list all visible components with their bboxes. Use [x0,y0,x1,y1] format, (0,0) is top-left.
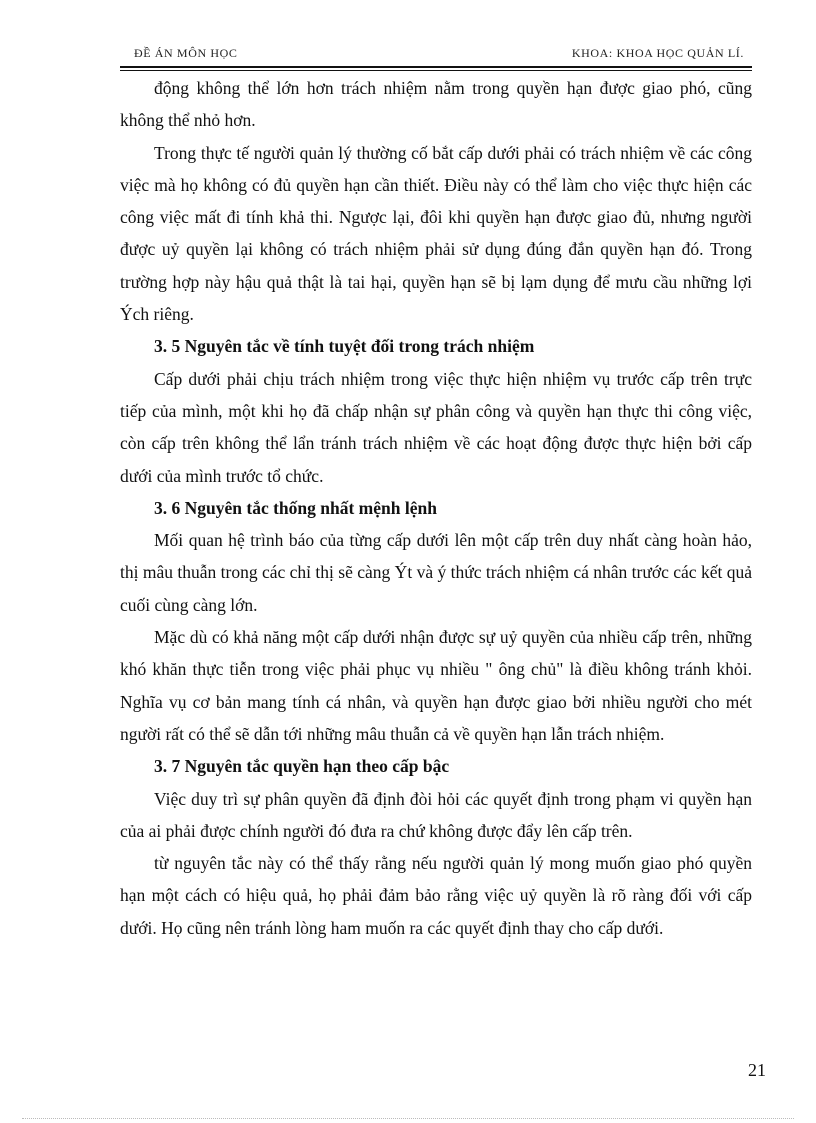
document-body [120,72,752,944]
header-rule [120,66,752,68]
section-heading: 3. 6 Nguyên tắc thống nhất mệnh lệnh [154,497,437,518]
page-number: 21 [748,1060,766,1080]
header-rule-secondary [120,70,752,71]
page-header [120,44,752,66]
section-heading: 3. 5 Nguyên tắc về tính tuyệt đối trong trách nhiệm [154,336,535,357]
paragraph: Cấp dưới phải chịu trách nhiệm trong việc thực hiện nhiệm vụ trước cấp trên trực tiếp của mình, một khi họ đã chấp nhận sự phân công và quyền hạn thực thi công việc, còn cấp trên không thể lẩn tránh trách nhiệm về các hoạt động được thực hiện bởi cấp dưới của mình trước tổ chức. [120,368,752,486]
paragraph: Mối quan hệ trình báo của từng cấp dưới lên một cấp trên duy nhất càng hoàn hảo, thị mâu thuẫn trong các chỉ thị sẽ càng Ýt và ý thức trách nhiệm cá nhân trước các kết quả cuối cùng càng lớn. [120,530,752,615]
header-course-title: ĐỀ ÁN MÔN HỌC [134,46,238,60]
paragraph: từ nguyên tắc này có thể thấy rằng nếu người quản lý mong muốn giao phó quyền hạn một cách có hiệu quả, họ phải đảm bảo rằng việc uỷ quyền là rõ ràng đối với cấp dưới. Họ cũng nên tránh lòng ham muốn ra các quyết định thay cho cấp dưới. [120,853,752,938]
paragraph: Mặc dù có khả năng một cấp dưới nhận được sự uỷ quyền của nhiều cấp trên, những khó khăn thực tiễn trong việc phải phục vụ nhiều " ông chủ" là điều không tránh khỏi. Nghĩa vụ cơ bản mang tính cá nhân, và quyền hạn được giao bởi nhiều người cho mét người rất có thể sẽ dẫn tới những mâu thuẫn cả về quyền hạn lẫn trách nhiệm. [120,627,752,744]
section-heading: 3. 7 Nguyên tắc quyền hạn theo cấp bậc [154,756,450,777]
paragraph: Trong thực tế người quản lý thường cố bắt cấp dưới phải có trách nhiệm về các công việc mà họ không có đủ quyền hạn cần thiết. Điều này có thể làm cho việc thực hiện các công việc mất đi tính khả thi. Ngược lại, đôi khi quyền hạn được giao đủ, nhưng người được uỷ quyền lại không có trách nhiệm phải sử dụng đúng đắn quyền hạn đó. Trong trường hợp này hậu quả thật là tai hại, quyền hạn sẽ bị lạm dụng để mưu cầu những lợi Ých riêng. [120,142,752,325]
header-department: KHOA: KHOA HỌC QUẢN LÍ. [571,46,744,60]
paragraph: động không thể lớn hơn trách nhiệm nằm trong quyền hạn được giao phó, cũng không thể nhỏ hơn. [120,78,752,131]
paragraph: Việc duy trì sự phân quyền đã định đòi hỏi các quyết định trong phạm vi quyền hạn của ai phải được chính người đó đưa ra chứ không được đẩy lên cấp trên. [120,788,752,841]
page-bottom-divider [22,1118,794,1119]
